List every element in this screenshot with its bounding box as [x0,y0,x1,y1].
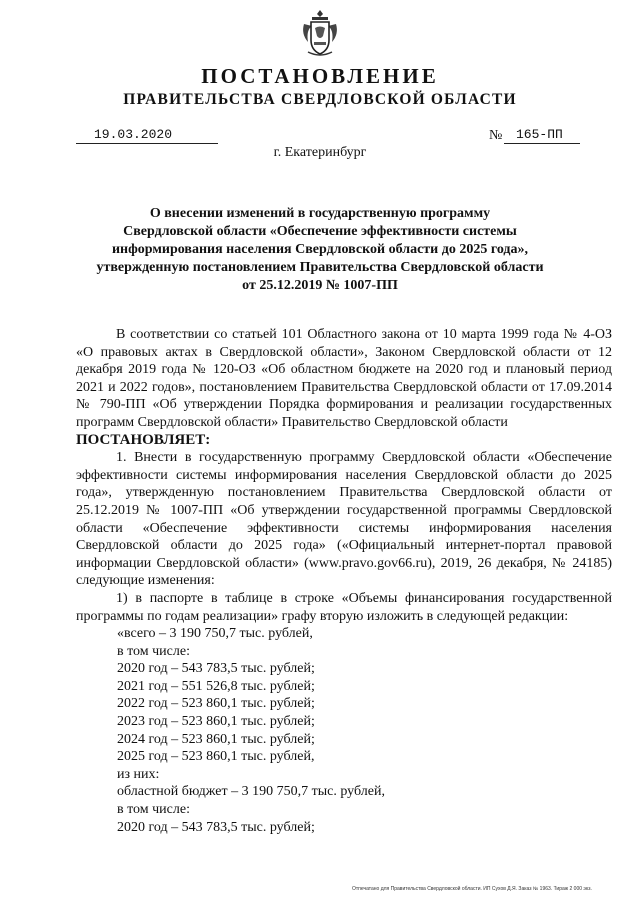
document-subtitle: ПРАВИТЕЛЬСТВА СВЕРДЛОВСКОЙ ОБЛАСТИ [123,91,517,108]
heading-line: информирования населения Свердловской области до 2025 года», [111,242,529,257]
decree-word: ПОСТАНОВЛЯЕТ: [76,431,211,448]
document-date: 19.03.2020 [76,127,218,144]
funding-line: «всего – 3 190 750,7 тыс. рублей, [117,626,313,642]
funding-line: в том числе: [117,643,190,659]
funding-line: 2024 год – 523 860,1 тыс. рублей; [117,731,315,747]
funding-line: в том числе: [117,802,190,818]
heading-line: О внесении изменений в государственную программу [149,206,491,221]
city: г. Екатеринбург [273,145,367,160]
funding-line: 2021 год – 551 526,8 тыс. рублей; [117,678,315,694]
funding-line: 2020 год – 543 783,5 тыс. рублей; [117,661,315,677]
number-label: № [489,128,503,143]
coat-of-arms-icon [300,8,340,60]
funding-line: областной бюджет – 3 190 750,7 тыс. рублей, [117,784,385,800]
document-title: ПОСТАНОВЛЕНИЕ [201,64,439,88]
item-1-1: 1) в паспорте в таблице в строке «Объемы финансирования государственной программы по годам реализации» графу вторую изложить в следующей редакции: [76,590,612,624]
funding-line: 2020 год – 543 783,5 тыс. рублей; [117,819,315,835]
document-heading [80,205,560,295]
item-1: 1. Внести в государственную программу Свердловской области «Обеспечение эффективности системы информирования населения Свердловской области до 2025 года», утвержденную постановлением Правительства Свердловской области от 25.12.2019 № 1007-ПП «Об утверждении государственной программы Свердловской области «Обеспечение эффективности системы информирования населения Свердловской области до 2025 года» («Официальный интернет-портал правовой информации Свердловской области» (www.pravo.gov66.ru), 2019, 26 декабря, № 24185) следующие изменения: [76,450,612,589]
funding-line: 2023 год – 523 860,1 тыс. рублей; [117,714,315,730]
funding-line: 2025 год – 523 860,1 тыс. рублей, [117,749,315,765]
document-body [76,326,612,836]
funding-line: 2022 год – 523 860,1 тыс. рублей; [117,696,315,712]
funding-line: из них: [117,766,160,782]
heading-line: Свердловской области «Обеспечение эффективности системы [123,224,517,239]
heading-line: утвержденную постановлением Правительства Свердловской области [96,260,544,275]
document-number: 165-ПП [504,127,580,144]
intro-paragraph: В соответствии со статьей 101 Областного закона от 10 марта 1999 года № 4-ОЗ «О правовых актах в Свердловской области», Законом Свердловской области от 12 декабря 2019 года № 120-ОЗ «Об областном бюджете на 2020 год и плановый период 2021 и 2022 годов», постановлением Правительства Свердловской области от 17.09.2014 № 790-ПП «Об утверждении Порядка формирования и реализации государственных программ Свердловской области» Правительство Свердловской области [76,327,612,430]
print-footer: Отпечатано для Правительства Свердловской области. ИП Сухов Д.Я. Заказ № 1963. Тираж 2 000 экз. [352,886,592,892]
heading-line: от 25.12.2019 № 1007-ПП [242,278,398,293]
